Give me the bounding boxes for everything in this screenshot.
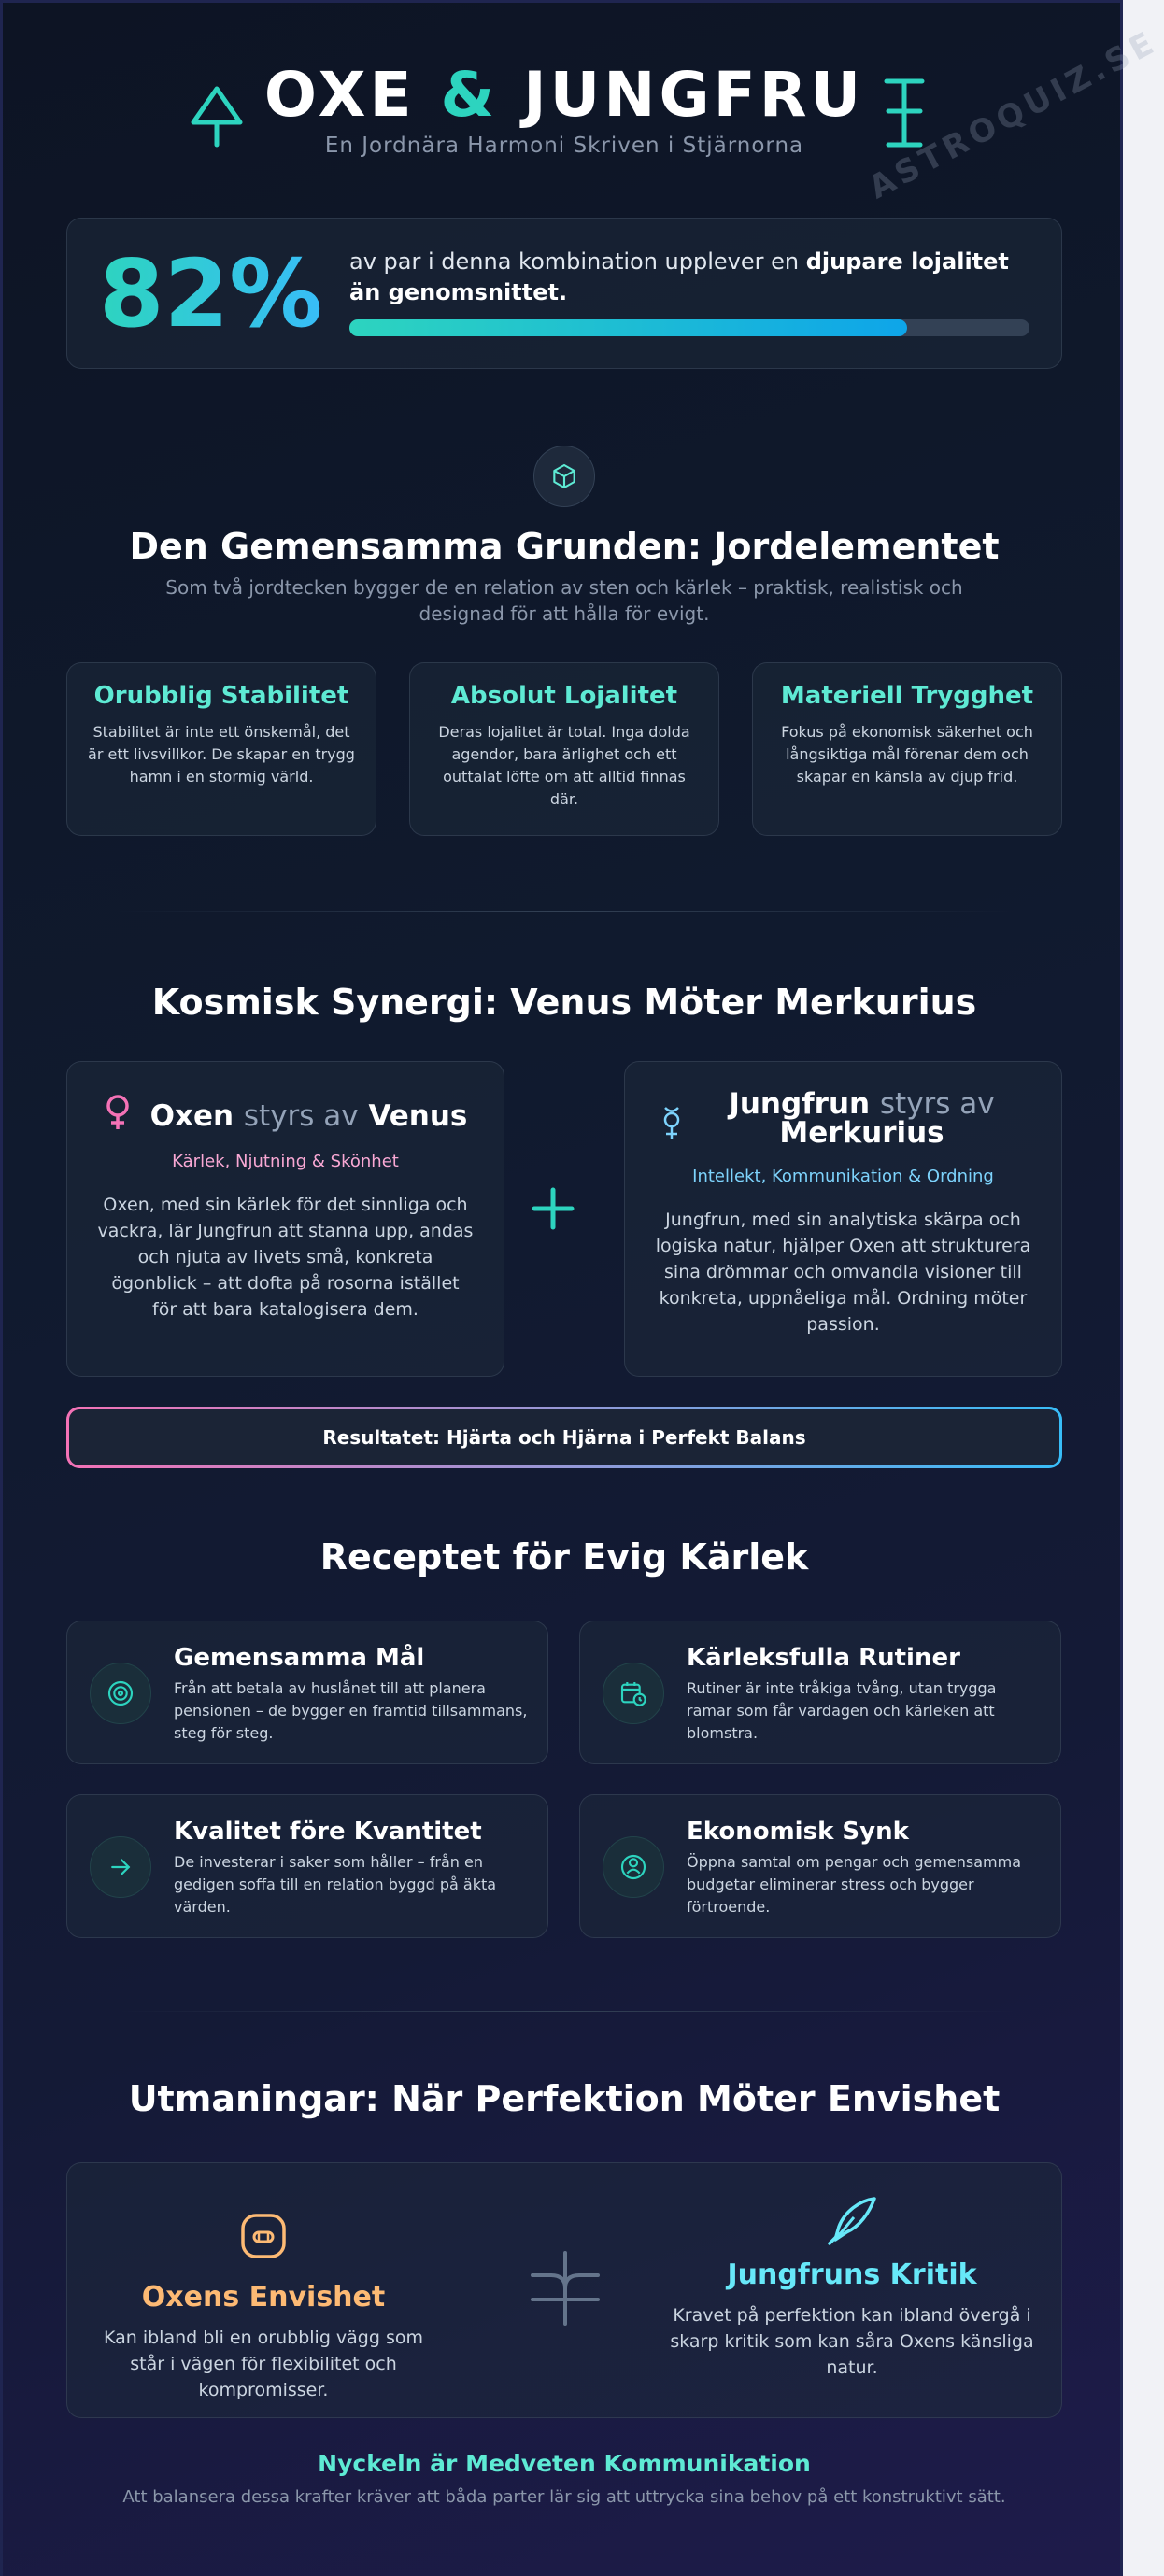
coins-icon: [603, 1836, 664, 1898]
earth-card-text: Stabilitet är inte ett önskemål, det är ett livsvillkor. De skapar en trygg hamn i en stormig värld.: [88, 723, 355, 786]
earth-card-text: Deras lojalitet är total. Inga dolda agendor, bara ärlighet och ett outtalat löfte om att alltid finnas där.: [438, 723, 690, 808]
ox-planet: Venus: [368, 1099, 468, 1133]
recipe-card-title: Kvalitet före Kvantitet: [174, 1818, 482, 1846]
loyalty-stat-card: [66, 218, 1062, 369]
ox-venus-card: [66, 1061, 504, 1377]
section-divider: [115, 2011, 1014, 2012]
virgo-planet: Merkurius: [779, 1116, 944, 1150]
stat-progress-bar: [349, 319, 1029, 336]
result-banner: [66, 1407, 1062, 1468]
recipe-card-text: De investerar i saker som håller – från en gedigen soffa till en relation byggd på äkta värden.: [174, 1853, 497, 1916]
virgo-challenge-text: Kravet på perfektion kan ibland övergå i skarp kritik som kan såra Oxens känsliga natur.: [670, 2305, 1034, 2378]
feather-pen-icon: [826, 2195, 878, 2247]
recipe-card-title: Kärleksfulla Rutiner: [687, 1644, 960, 1672]
arrow-right-icon: [90, 1836, 151, 1898]
earth-card-title: Materiell Trygghet: [780, 682, 1034, 710]
earth-card-title: Absolut Lojalitet: [450, 682, 678, 710]
earth-section-title: Den Gemensamma Grunden: Jordelementet: [129, 526, 1000, 567]
ox-name: Oxen: [149, 1099, 234, 1133]
virgo-criticism: [665, 2195, 1039, 2381]
virgo-description: Jungfrun, med sin analytiska skärpa och logiska natur, hjälper Oxen att strukturera sina drömmar och omvandla visioner till konkreta, uppnåeliga mål. Ordning möter passion.: [655, 1210, 1031, 1335]
recipe-card-quality: [66, 1794, 548, 1938]
page-subtitle: En Jordnära Harmoni Skriven i Stjärnorna: [324, 134, 804, 158]
stat-description: [349, 247, 1041, 308]
recipe-card-title: Gemensamma Mål: [174, 1644, 425, 1672]
recipe-card-finance: [579, 1794, 1061, 1938]
watermark: ASTROQUIZ.SE: [862, 22, 1164, 207]
recipe-card-title: Ekonomisk Synk: [687, 1818, 909, 1846]
venus-icon: [104, 1094, 132, 1131]
earth-card-title: Orubblig Stabilitet: [93, 682, 349, 710]
cube-icon: [533, 446, 595, 507]
stat-text-plain: av par i denna kombination upplever en: [349, 248, 806, 275]
page-title: [3, 59, 1126, 132]
challenges-card: [66, 2162, 1062, 2418]
title-ampersand: &: [440, 59, 499, 131]
stat-text-bold: djupare lojalitet än genomsnittet.: [349, 248, 1009, 305]
recipe-card-text: Öppna samtal om pengar och gemensamma budgetar eliminerar stress och bygger förtroende.: [687, 1853, 1021, 1916]
ox-stubbornness: [86, 2212, 441, 2403]
earth-card-text: Fokus på ekonomisk säkerhet och långsiktiga mål förenar dem och skapar en känsla av djup frid.: [781, 723, 1033, 786]
plus-icon: [532, 1187, 575, 1230]
stubborn-face-icon: [239, 2212, 288, 2260]
synergy-section-title: Kosmisk Synergi: Venus Möter Merkurius: [151, 982, 977, 1023]
ox-challenge-title: Oxens Envishet: [141, 2281, 386, 2314]
virgo-ruled-by: styrs av: [879, 1087, 995, 1121]
recipe-card-text: Från att betala av huslånet till att planera pensionen – de bygger en framtid tillsammans, steg för steg.: [174, 1679, 528, 1742]
stat-progress-fill: [349, 319, 907, 336]
key-text: Att balansera dessa krafter kräver att båda parter lär sig att uttrycka sina behov på ett konstruktivt sätt.: [122, 2487, 1006, 2507]
ox-card-title: [97, 1094, 474, 1131]
recipe-card-routines: [579, 1621, 1061, 1764]
earth-card-loyalty: [409, 662, 719, 836]
key-title: Nyckeln är Medveten Kommunikation: [318, 2450, 811, 2477]
earth-card-stability: [66, 662, 376, 836]
virgo-challenge-title: Jungfruns Kritik: [727, 2258, 977, 2291]
title-ox: OXE: [263, 59, 416, 131]
earth-card-security: [752, 662, 1062, 836]
section-divider: [115, 911, 1014, 912]
ox-tags: Kärlek, Njutning & Skönhet: [172, 1152, 399, 1171]
ox-description: Oxen, med sin kärlek för det sinnliga och vackra, lär Jungfrun att stanna upp, andas och njuta av livets små, konkreta ögonblick – att dofta på rosorna istället för att bara katalogisera dem.: [97, 1195, 474, 1320]
page-header: [3, 59, 1126, 158]
target-icon: [90, 1663, 151, 1724]
earth-section-lead: Som två jordtecken bygger de en relation av sten och kärlek – praktisk, realistisk och designad för att hålla för evigt.: [165, 576, 963, 625]
recipe-card-text: Rutiner är inte tråkiga tvång, utan trygga ramar som får vardagen och kärleken att blomstra.: [687, 1679, 997, 1742]
stat-percentage: 82%: [99, 239, 323, 348]
virgo-mercury-card: [624, 1061, 1062, 1377]
recipe-section-title: Receptet för Evig Kärlek: [319, 1536, 809, 1578]
virgo-tags: Intellekt, Kommunikation & Ordning: [692, 1167, 994, 1186]
recipe-card-goals: [66, 1621, 548, 1764]
title-virgo: JUNGFRU: [523, 59, 865, 131]
calendar-clock-icon: [603, 1663, 664, 1724]
virgo-card-title: [655, 1087, 1031, 1150]
virgo-name: Jungfrun: [729, 1087, 871, 1121]
ox-ruled-by: styrs av: [243, 1099, 359, 1133]
mercury-icon: [660, 1105, 683, 1146]
challenges-section-title: Utmaningar: När Perfektion Möter Envishet: [128, 2078, 1001, 2119]
ox-challenge-text: Kan ibland bli en orubblig vägg som står i vägen för flexibilitet och kompromisser.: [103, 2328, 424, 2400]
fork-roots-icon: [527, 2251, 603, 2326]
result-text: Resultatet: Hjärta och Hjärna i Perfekt Balans: [69, 1409, 1059, 1465]
